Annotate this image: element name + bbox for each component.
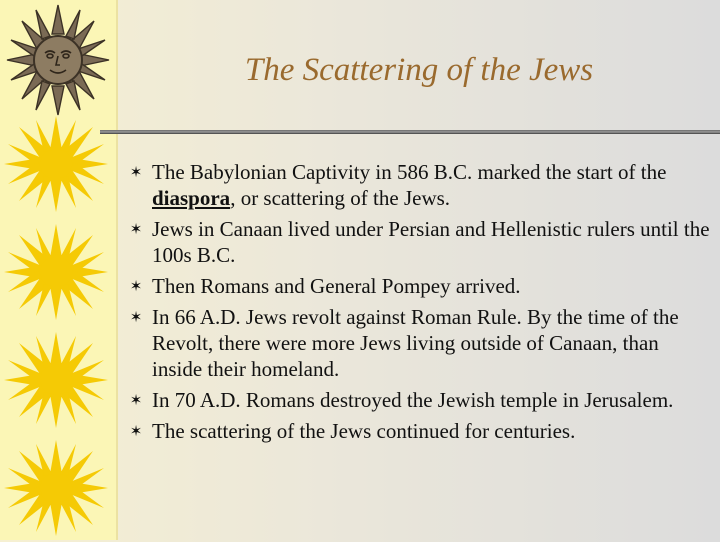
bullet-text: , or scattering of the Jews. <box>230 186 451 210</box>
bullet-text: Then Romans and General Pompey arrived. <box>152 274 521 298</box>
star-bullet-icon: ✶ <box>129 310 143 326</box>
bullet-item <box>128 216 712 268</box>
sun-icon <box>0 110 118 218</box>
bullet-text: In 70 A.D. Romans destroyed the Jewish temple in Jerusalem. <box>152 388 674 412</box>
bullet-text: In 66 A.D. Jews revolt against Roman Rule. By the time of the Revolt, there were more Jews living outside of Canaan, than inside their homeland. <box>152 305 679 381</box>
star-bullet-icon: ✶ <box>129 279 143 295</box>
bullet-text: Jews in Canaan lived under Persian and Hellenistic rulers until the 100s B.C. <box>152 217 710 267</box>
sun-icon <box>0 218 118 326</box>
diaspora-term: diaspora <box>152 186 231 210</box>
bullet-item <box>128 418 712 444</box>
bullet-text: The scattering of the Jews continued for centuries. <box>152 419 576 443</box>
star-bullet-icon: ✶ <box>129 393 143 409</box>
bullet-item <box>128 387 712 413</box>
sun-icon <box>0 326 118 434</box>
title-divider-line <box>100 130 720 134</box>
bullet-list <box>128 159 712 449</box>
bullet-item <box>128 159 712 211</box>
slide-title: The Scattering of the Jews <box>244 52 594 88</box>
star-bullet-icon: ✶ <box>129 222 143 238</box>
bullet-text: The Babylonian Captivity in 586 B.C. marked the start of the <box>152 160 667 184</box>
bullet-item <box>128 273 712 299</box>
star-bullet-icon: ✶ <box>129 424 143 440</box>
sun-face-logo-icon <box>6 4 110 116</box>
star-bullet-icon: ✶ <box>129 165 143 181</box>
bullet-item <box>128 304 712 382</box>
sun-icon <box>0 434 118 542</box>
